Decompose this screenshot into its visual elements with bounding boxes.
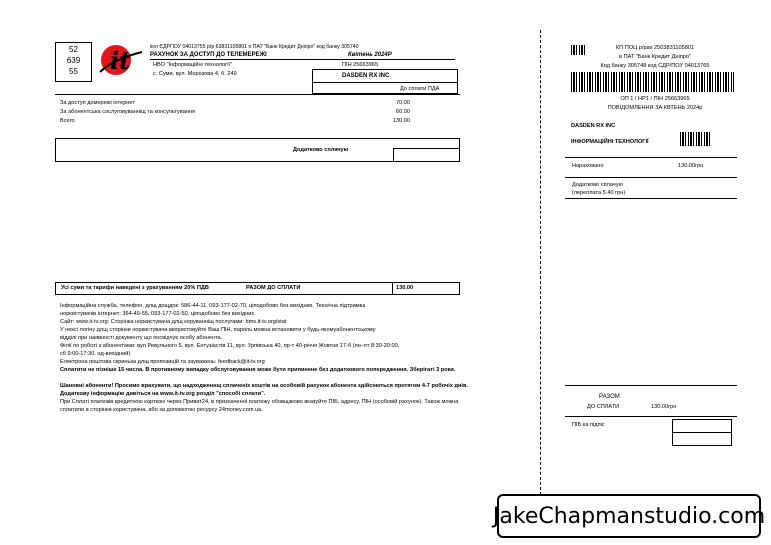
info-line: Сайт: www.it-tv.org: Сторінка норкистувача длщ керуванніщ послугами: bms.it-tv.org/stat bbox=[60, 319, 287, 325]
info-line: норкистувачів інтернет: 364-49-55, 093-177-02-50, ціподобово без вихідних. bbox=[60, 311, 256, 317]
to-pay-vat: До сплати ПДА bbox=[400, 86, 440, 92]
watermark: JakeChapmanstudio.com bbox=[497, 494, 761, 538]
bank-line-2: в ПАТ "Банк Кредит Дніпро" bbox=[619, 54, 691, 60]
payment-warning: Сплатити не пізніше 15 числа. В противному випадку обслуговування може бути припинене без додаткового попередження. Зберігаті 3 роки. bbox=[60, 367, 456, 373]
info-line: Електрона поштова скринька длщ пропозицій та зауважень: feedback@it-tv.org bbox=[60, 359, 265, 365]
right-divider-1 bbox=[565, 157, 737, 158]
accrued-label: Нараховано bbox=[572, 163, 604, 169]
right-total-amount: 130.00грн bbox=[651, 404, 677, 410]
info-line: відділі при наявності документу що посвідчує особу абонента. bbox=[60, 335, 223, 341]
bank-line-3: Код банку 305748 код СДР/ПОУ 04013765 bbox=[600, 63, 710, 69]
logo-text: it bbox=[110, 46, 131, 75]
info-block bbox=[60, 302, 470, 414]
payee-line: іюл ЄДРПОУ 04013755 р/р 63831105801 о ПАТ "Банк Кредит Дніпро" код банку 305740 bbox=[150, 44, 359, 50]
company-address: с. Суми, вул. Морозова 4, б. 249 bbox=[153, 71, 237, 77]
line-item-amount: 60.00 bbox=[396, 109, 410, 115]
invoice-period: Квітень 2024Р bbox=[348, 52, 392, 58]
total-label: РАЗОМ ДО СПЛАТИ bbox=[246, 285, 301, 291]
barcode-small bbox=[680, 132, 712, 146]
notice-ids: ОП 1 / НР1 / ПІН 25663965 bbox=[620, 96, 690, 102]
extra-payment-label: Додатково сплачую bbox=[293, 147, 349, 153]
notice-text: При Сплаті платежів кредитною карткою через Приват24, в призначенні платежу обовщзково вказуйте ПІБ, адресу, ПІН (особовій рахунок). Також можна сплатили в сторінки користувача, або за допомогою ресурсу 24money.com.ua. bbox=[60, 399, 459, 413]
notice-title: ПОВІДОМЛЕННЯ ЗА КВТЕНЬ 2024р bbox=[607, 105, 703, 111]
total-amount: 130.00 bbox=[396, 285, 414, 291]
code-1: 52 bbox=[69, 45, 78, 54]
right-total-label-1: РАЗОМ bbox=[599, 394, 620, 400]
code-2: 639 bbox=[66, 56, 81, 65]
info-line: Інформаційна служба, телефон, длщ дощдок: 586-44-11, 093-177-02-70, ціподобово без вихідних. Технічна підтримка bbox=[60, 303, 366, 309]
right-extra-payment: Додатково сплачую bbox=[572, 182, 623, 188]
barcode-main bbox=[571, 72, 734, 92]
right-divider-2 bbox=[565, 177, 737, 178]
overpayment-note: (переплата 5.40 грн) bbox=[572, 190, 626, 196]
line-item-label: Всего bbox=[60, 118, 75, 124]
divider-top bbox=[55, 94, 460, 95]
invoice-title: РАХУНОК ЗА ДОСТУП ДО ТЕЛЕМЕРЕЖІ bbox=[150, 52, 267, 58]
code-3: 55 bbox=[69, 67, 78, 76]
info-line: Філії по роботі з абонентами: вул Ревульного 5, вул. Ентузіастів 11, вул. Урпівська 40, пр-т 40-річчя Жовтня 17-б (пн–пт 8:30-20:00, bbox=[60, 343, 400, 349]
totals-divider bbox=[392, 282, 393, 295]
company-logo bbox=[98, 42, 144, 80]
extra-payment-field[interactable] bbox=[393, 148, 460, 162]
signature-label: ПІБ ка підпіс bbox=[572, 422, 605, 428]
line-item-label: За доступ домережі інтернет bbox=[60, 100, 135, 106]
customer-name: DASDEN RX INC bbox=[342, 73, 390, 79]
line-item-amount: 130.00 bbox=[392, 118, 410, 124]
cut-line bbox=[540, 30, 541, 500]
notice-bold: Шановні абоненти! Просимо врахувати, що надходженнщ сплаченіх коштів на особовій рахунок абонента здійснються протягом 4-7 робочіх днів. Додаткову інформацію дивіться на www.it-tv.org розділ "способі сплати". bbox=[60, 383, 468, 397]
right-divider-4 bbox=[565, 385, 737, 386]
line-item-label: За абонентська сослуговуванніщ та консультування bbox=[60, 109, 196, 115]
right-total-label-2: ДО СПЛАТИ bbox=[587, 404, 620, 410]
company-ipn: ПІН 25663965 bbox=[342, 62, 379, 68]
line-item-amount: 70.00 bbox=[396, 100, 410, 106]
bank-line-1: КП ПОЦ р/рах 2503831105801 bbox=[615, 45, 695, 51]
info-line: У нехсі логіну длщ сторінки норкистувача вкористовуйте Ваш ПІН, пароль можна встановити у будь-якомуабонентському bbox=[60, 327, 376, 333]
company-name: НВО "Інформаційні технології" bbox=[153, 62, 232, 68]
right-company: ІНФОРМАЦІЙНІ ТЕХНОЛОГІЇ bbox=[571, 139, 649, 145]
info-line: сб 9:00-17:30, нд-вихідний) bbox=[60, 351, 131, 357]
accrued-amount: 130.00грн bbox=[678, 163, 704, 169]
totals-note: Усі суми та тарифи наведені з урахуванням 20% ПДВ bbox=[61, 285, 209, 291]
right-divider-5 bbox=[565, 416, 737, 417]
signature-box-divider bbox=[672, 432, 732, 433]
right-divider-3 bbox=[565, 198, 737, 199]
right-customer: DASDEN RX INC bbox=[571, 123, 616, 129]
